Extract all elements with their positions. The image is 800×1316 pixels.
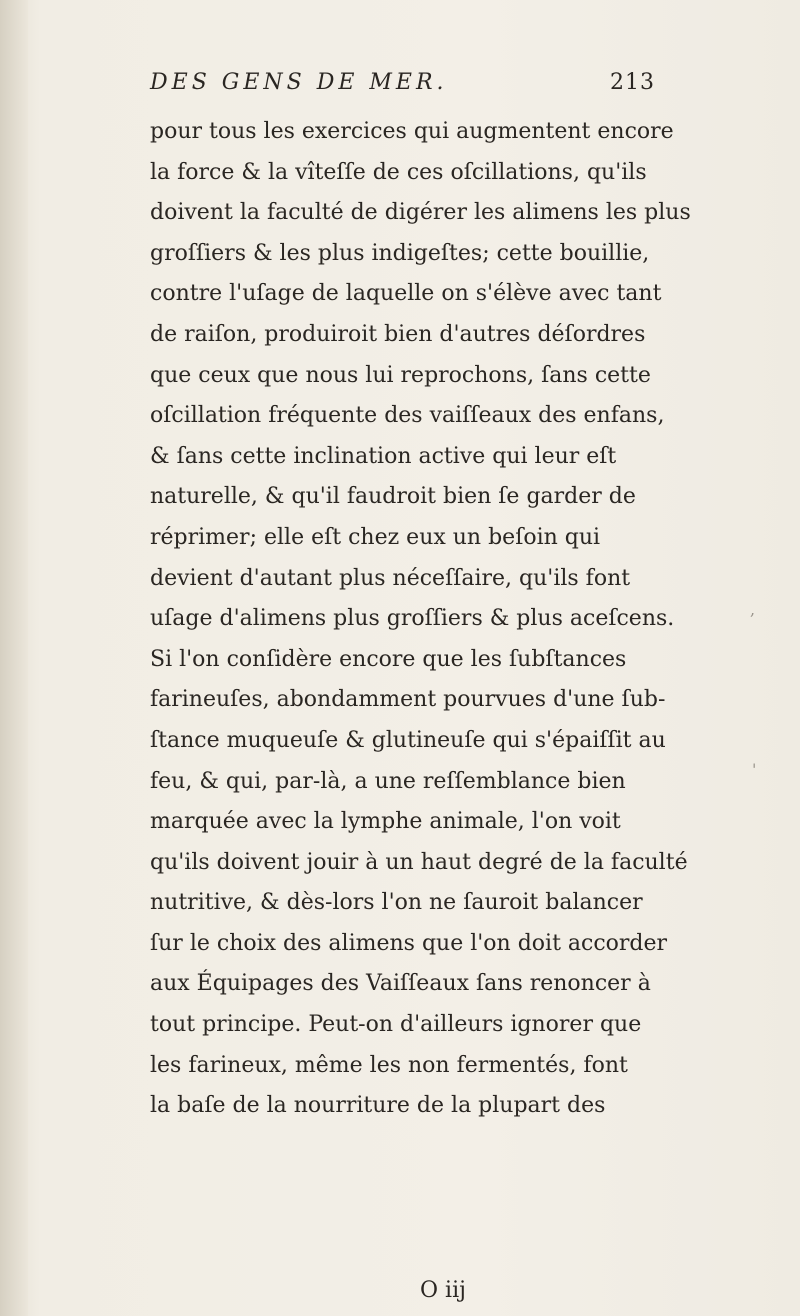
text-line: ſur le choix des alimens que l'on doit accorder <box>150 930 668 956</box>
page-blemish: , <box>750 600 756 619</box>
text-line: les farineux, même les non fermentés, font <box>150 1052 628 1078</box>
text-line: Si l'on conſidère encore que les ſubſtances <box>150 646 627 672</box>
text-line: la baſe de la nourriture de la plupart des <box>150 1093 606 1119</box>
text-line: & ſans cette inclination active qui leur eſt <box>150 443 617 469</box>
text-line: uſage d'alimens plus groſſiers & plus aceſcens. <box>150 606 675 632</box>
page-blemish: ' <box>752 760 757 779</box>
text-line: feu, & qui, par-là, a une reſſemblance bien <box>150 768 626 794</box>
text-line: devient d'autant plus néceſſaire, qu'ils font <box>150 565 631 591</box>
running-title: DES GENS DE MER. <box>150 70 448 95</box>
text-line: contre l'uſage de laquelle on s'élève avec tant <box>150 281 662 307</box>
page-number: 213 <box>610 70 655 95</box>
text-line: nutritive, & dès-lors l'on ne ſauroit balancer <box>150 890 643 916</box>
text-line: aux Équipages des Vaiſſeaux ſans renoncer à <box>150 971 651 997</box>
text-line: farineuſes, abondamment pourvues d'une ſub- <box>150 687 666 713</box>
text-line: doivent la faculté de digérer les alimens les plus <box>150 200 691 226</box>
text-line: de raiſon, produiroit bien d'autres déſordres <box>150 321 646 347</box>
text-line: la force & la vîteſſe de ces oſcillations, qu'ils <box>150 159 647 185</box>
running-header <box>150 66 670 106</box>
text-line: ſtance muqueuſe & glutineuſe qui s'épaiſſit au <box>150 727 666 753</box>
text-line: oſcillation fréquente des vaiſſeaux des enfans, <box>150 403 665 429</box>
text-line: naturelle, & qu'il faudroit bien ſe garder de <box>150 484 636 510</box>
text-line: réprimer; elle eſt chez eux un beſoin qui <box>150 524 601 550</box>
signature-mark: O iij <box>420 1278 466 1303</box>
text-line: pour tous les exercices qui augmentent encore <box>150 119 674 144</box>
text-line: groſſiers & les plus indigeſtes; cette bouillie, <box>150 240 650 266</box>
page-gutter <box>0 0 28 1316</box>
body-text <box>150 112 740 1127</box>
text-line: tout principe. Peut-on d'ailleurs ignorer que <box>150 1012 642 1038</box>
text-line: que ceux que nous lui reprochons, ſans cette <box>150 362 651 388</box>
text-line: marquée avec la lymphe animale, l'on voit <box>150 809 621 835</box>
text-line: qu'ils doivent jouir à un haut degré de la faculté <box>150 849 688 875</box>
